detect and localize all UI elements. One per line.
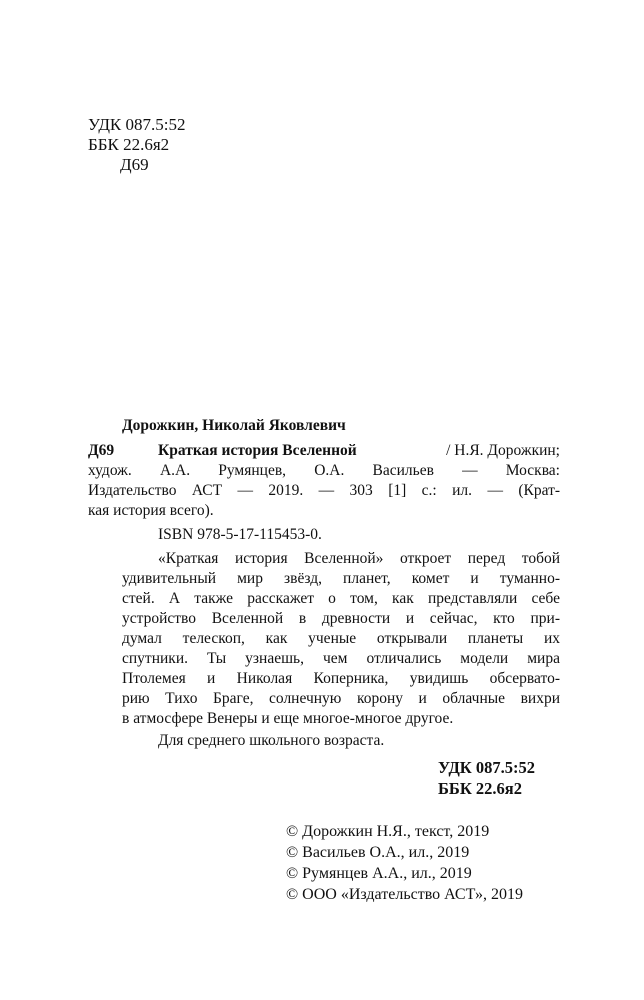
catalog-desc-line4: кая история всего). bbox=[88, 502, 214, 519]
annotation-line: в атмосфере Венеры и еще многое-многое другое. bbox=[122, 710, 454, 727]
bbk-code-bottom: ББК 22.6я2 bbox=[438, 779, 522, 798]
annotation-line: удивительный мир звёзд, планет, комет и туманно- bbox=[122, 570, 560, 587]
book-title: Краткая история Вселенной bbox=[158, 442, 357, 459]
catalog-title-line bbox=[158, 441, 560, 462]
catalog-desc-line1: / Н.Я. Дорожкин; bbox=[446, 442, 560, 459]
udk-code-top: УДК 087.5:52 bbox=[88, 115, 186, 134]
catalog-desc-line2: худож. А.А. Румянцев, О.А. Васильев — Москва: bbox=[88, 462, 560, 479]
annotation-line: «Краткая история Вселенной» откроет перед тобой bbox=[158, 550, 560, 567]
annotation-line: стей. А также расскажет о том, как представляли себе bbox=[122, 590, 560, 607]
catalog-desc-line3: Издательство АСТ — 2019. — 303 [1] с.: ил. — (Крат- bbox=[88, 482, 560, 499]
age-rating: Для среднего школьного возраста. bbox=[158, 732, 385, 749]
author-mark-top: Д69 bbox=[120, 155, 149, 174]
author-heading: Дорожкин, Николай Яковлевич bbox=[122, 417, 346, 434]
bbk-code-top: ББК 22.6я2 bbox=[88, 135, 170, 154]
copyright-line: © Васильев О.А., ил., 2019 bbox=[286, 844, 470, 861]
isbn: ISBN 978-5-17-115453-0. bbox=[158, 526, 322, 543]
copyright-line: © ООО «Издательство АСТ», 2019 bbox=[286, 886, 523, 903]
author-mark: Д69 bbox=[88, 442, 115, 459]
annotation-line: думал телескоп, как ученые открывали планеты их bbox=[122, 630, 560, 647]
annotation-line: спутники. Ты узнаешь, чем отличались модели мира bbox=[122, 650, 560, 667]
copyright-line: © Дорожкин Н.Я., текст, 2019 bbox=[286, 823, 490, 840]
annotation-line: устройство Вселенной в древности и сейчас, кто при- bbox=[122, 610, 560, 627]
udk-code-bottom: УДК 087.5:52 bbox=[438, 758, 536, 777]
copyright-line: © Румянцев А.А., ил., 2019 bbox=[286, 865, 472, 882]
annotation-line: Птолемея и Николая Коперника, увидишь обсервато- bbox=[122, 670, 560, 687]
annotation-line: рию Тихо Браге, солнечную корону и облачные вихри bbox=[122, 690, 560, 707]
